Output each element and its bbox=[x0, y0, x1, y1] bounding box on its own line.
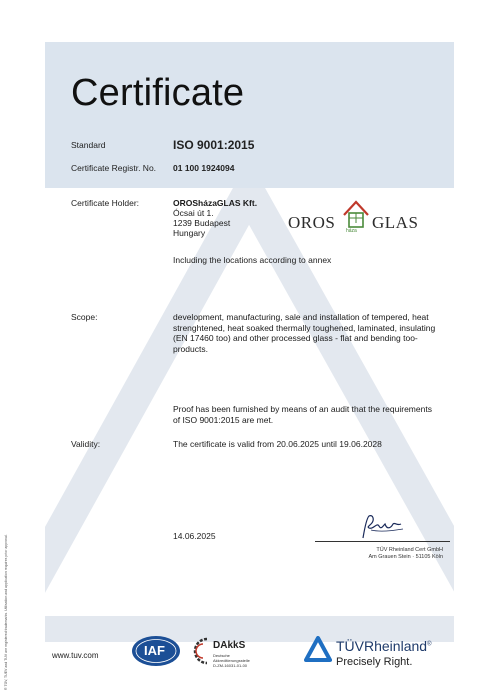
dakks-line-1: Deutsche bbox=[213, 653, 230, 658]
holder-city: 1239 Budapest bbox=[173, 218, 231, 228]
page-title: Certificate bbox=[71, 72, 245, 114]
holder-street: Ócsai út 1. bbox=[173, 208, 214, 218]
company-logo bbox=[288, 199, 418, 239]
holder-country: Hungary bbox=[173, 228, 206, 238]
locations-note: Including the locations according to annex bbox=[173, 255, 332, 265]
iaf-text: IAF bbox=[144, 643, 165, 658]
registr-value: 01 100 1924094 bbox=[173, 163, 235, 173]
footer-url[interactable]: www.tuv.com bbox=[52, 651, 99, 660]
signature bbox=[357, 512, 407, 542]
signature-line bbox=[315, 541, 450, 542]
issue-date: 14.06.2025 bbox=[173, 531, 216, 541]
scope-text: development, manufacturing, sale and installation of tempered, heat strenghtened, heat soaked thermally toughened, laminated, insulating (EN 17460 too) and other processed glass - flat and bending too- products. bbox=[173, 312, 436, 354]
validity-text: The certificate is valid from 20.06.2025 until 19.06.2028 bbox=[173, 439, 382, 449]
tuv-triangle-icon bbox=[304, 636, 332, 662]
tuv-brand bbox=[336, 638, 431, 654]
tuv-registered-mark: ® bbox=[427, 641, 432, 648]
validity-label: Validity: bbox=[71, 439, 101, 449]
trademark-note: ® TÜV, TUEV and TUV are registered trademarks. Utilisation and application requires prior approval. bbox=[4, 534, 8, 690]
dakks-line-3: D-ZM-16031-01-00 bbox=[213, 663, 248, 668]
tuv-rheinland-logo bbox=[304, 633, 454, 673]
logo-word-left: OROS bbox=[288, 213, 336, 232]
tuv-brand-text: TÜVRheinland bbox=[336, 638, 428, 654]
issuer-name: TÜV Rheinland Cert GmbH bbox=[376, 547, 443, 553]
dakks-name: DAkkS bbox=[213, 640, 246, 651]
dakks-logo bbox=[187, 632, 272, 672]
proof-text: Proof has been furnished by means of an audit that the requirements of ISO 9001:2015 are met. bbox=[173, 404, 432, 425]
holder-address bbox=[173, 198, 257, 238]
dakks-emblem-icon bbox=[187, 636, 211, 666]
issuer-address: Am Grauen Stein · 51105 Köln bbox=[368, 554, 443, 560]
iaf-logo bbox=[130, 634, 182, 668]
registr-label: Certificate Registr. No. bbox=[71, 163, 157, 173]
tuv-slogan: Precisely Right. bbox=[336, 656, 413, 668]
scope-label: Scope: bbox=[71, 312, 98, 322]
logo-word-right: GLAS bbox=[372, 213, 419, 232]
holder-label: Certificate Holder: bbox=[71, 198, 140, 208]
certificate-page bbox=[45, 42, 454, 642]
holder-name: OROSházaGLAS Kft. bbox=[173, 198, 258, 208]
logo-small-word: háza bbox=[346, 228, 357, 234]
standard-label: Standard bbox=[71, 140, 106, 150]
issuer-block bbox=[295, 547, 443, 561]
dakks-details bbox=[213, 653, 250, 668]
standard-value: ISO 9001:2015 bbox=[173, 138, 255, 152]
dakks-line-2: Akkreditierungsstelle bbox=[213, 658, 250, 663]
